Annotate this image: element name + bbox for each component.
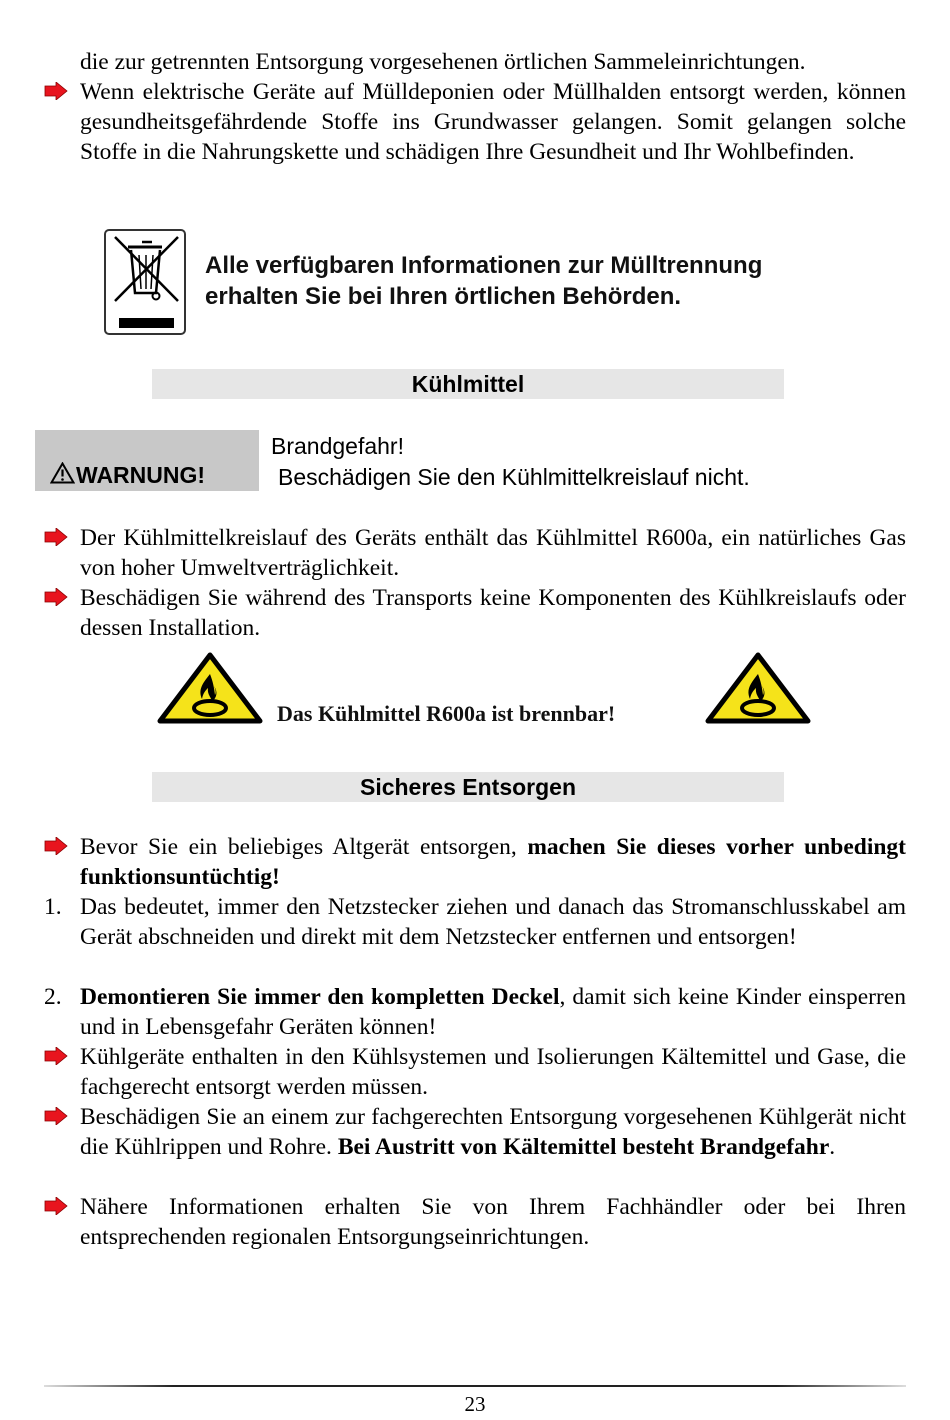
flammable-hazard-icon <box>704 652 812 724</box>
bold-text: machen Sie dieses vorher unbedingt funktionsuntüchtig! <box>80 834 906 890</box>
disposal-info-text <box>205 250 905 312</box>
section-heading: Sicheres Entsorgen <box>152 772 784 802</box>
bullet-text: Wenn elektrische Geräte auf Mülldeponien oder Müllhalden entsorgt werden, können gesundheitsgefährdende Stoffe ins Grundwasser gelangen. Somit gelangen solche Stoffe in die Nahrungskette und schädigen Ihre Gesundheit und Ihr Wohlbefinden. <box>80 79 906 165</box>
weee-bin-icon <box>104 229 186 335</box>
text-line: die zur getrennten Entsorgung vorgesehenen örtlichen Sammeleinrichtungen. <box>80 49 806 75</box>
red-arrow-bullet-icon <box>44 528 68 546</box>
text-span: . <box>829 1134 836 1160</box>
flammable-warning-text: Das Kühlmittel R600a ist brennbar! <box>277 701 616 726</box>
flammable-hazard-icon <box>156 652 264 724</box>
red-arrow-bullet-icon <box>44 1107 68 1125</box>
list-number: 1. <box>44 894 62 920</box>
text-span: Bevor Sie ein beliebiges Altgerät entsorgen, <box>80 834 528 860</box>
red-arrow-bullet-icon <box>44 837 68 855</box>
text-span: Beschädigen Sie an einem zur fachgerechten Entsorgung vorgesehenen Kühlgerät nicht die Kühlrippen und Rohre. <box>80 1104 906 1160</box>
warning-label: WARNUNG! <box>76 462 206 488</box>
numbered-item-text <box>80 982 906 1042</box>
disposal-info-line: Alle verfügbaren Informationen zur Mülltrennung <box>205 252 763 279</box>
bullet-text: Beschädigen Sie während des Transports keine Komponenten des Kühlkreislaufs oder dessen Installation. <box>80 585 906 641</box>
red-arrow-bullet-icon <box>44 82 68 100</box>
warning-detail: Beschädigen Sie den Kühlmittelkreislauf nicht. <box>278 464 750 490</box>
footer-divider <box>44 1385 906 1387</box>
bullet-text: Der Kühlmittelkreislauf des Geräts enthält das Kühlmittel R600a, ein natürliches Gas von hoher Umweltverträglichkeit. <box>80 525 906 581</box>
list-number: 2. <box>44 984 62 1010</box>
warning-triangle-icon <box>50 462 75 484</box>
bullet-text <box>80 832 906 892</box>
bullet-text: Nähere Informationen erhalten Sie von Ihrem Fachhändler oder bei Ihren entsprechenden regionalen Entsorgungseinrichtungen. <box>80 1194 906 1250</box>
warning-message <box>271 431 750 493</box>
bold-text: Bei Austritt von Kältemittel besteht Brandgefahr <box>337 1134 830 1160</box>
bullet-text: Kühlgeräte enthalten in den Kühlsystemen und Isolierungen Kältemittel und Gase, die fachgerecht entsorgt werden müssen. <box>80 1044 906 1100</box>
red-arrow-bullet-icon <box>44 1047 68 1065</box>
warning-label-box <box>35 430 259 491</box>
numbered-item-text: Das bedeutet, immer den Netzstecker ziehen und danach das Stromanschlusskabel am Gerät abschneiden und direkt mit dem Netzstecker entfernen und entsorgen! <box>80 894 906 950</box>
bold-text: Demontieren Sie immer den kompletten Deckel <box>80 984 560 1010</box>
disposal-info-line: erhalten Sie bei Ihren örtlichen Behörden. <box>205 283 682 310</box>
bullet-text <box>80 1102 906 1162</box>
section-heading: Kühlmittel <box>152 369 784 399</box>
text-span: , damit sich keine Kinder einsperren und in Lebensgefahr Geräten können! <box>80 984 906 1040</box>
red-arrow-bullet-icon <box>44 1197 68 1215</box>
page-number: 23 <box>464 1392 486 1416</box>
red-arrow-bullet-icon <box>44 588 68 606</box>
warning-title: Brandgefahr! <box>271 433 404 459</box>
